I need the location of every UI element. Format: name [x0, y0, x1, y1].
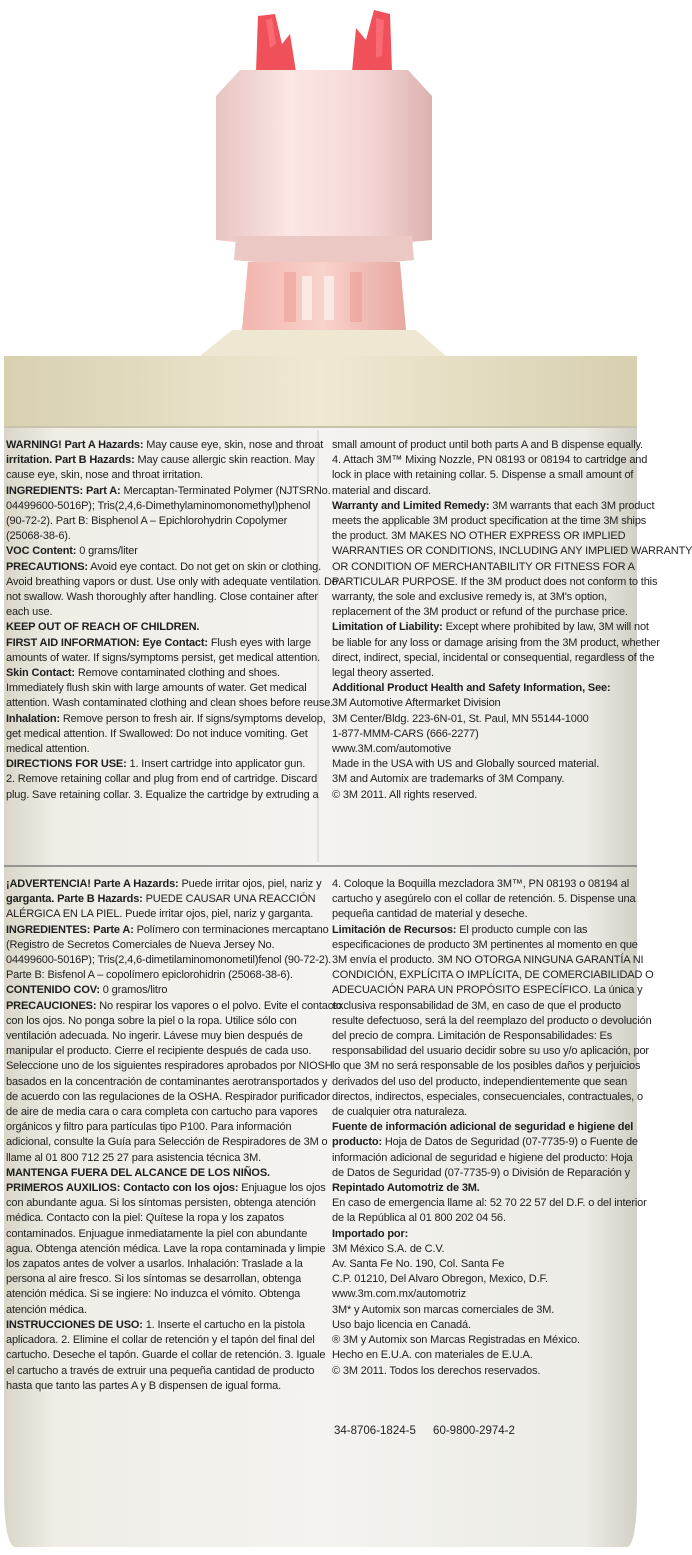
- label-line-text: 3M México S.A. de C.V.: [332, 1242, 445, 1255]
- label-line: [332, 499, 655, 514]
- label-line: [332, 1272, 640, 1287]
- label-line-text: de la República al 01 800 202 04 56.: [332, 1212, 506, 1225]
- label-line-text: 3M Center/Bldg. 223-6N-01, St. Paul, MN 55144-1000: [332, 712, 589, 725]
- label-line-heading: PRECAUCIONES:: [6, 999, 97, 1012]
- label-line-text: El producto cumple con las: [456, 923, 588, 936]
- label-line-heading: PRIMEROS AUXILIOS: Contacto con los ojos:: [6, 1182, 239, 1195]
- label-line-text: resulte defectuoso, será la del reemplazo del producto o devolución: [332, 1014, 652, 1027]
- label-line-text: contaminados. Enjuague inmediatamente la piel con abundante: [6, 1227, 308, 1240]
- label-line-heading: Additional Product Health and Safety Information, See:: [332, 682, 611, 695]
- label-line: [332, 923, 640, 938]
- label-line: [6, 560, 322, 575]
- label-line: [6, 514, 306, 529]
- label-line: [6, 1014, 306, 1029]
- label-line-text: 2. Remove retaining collar and plug from end of cartridge. Discard: [6, 773, 318, 786]
- label-line: [6, 727, 306, 742]
- label-line: [332, 1135, 640, 1150]
- cartridge-cap: [216, 70, 432, 246]
- label-line: [6, 999, 342, 1014]
- label-line: [332, 999, 640, 1014]
- label-line: [332, 1151, 640, 1166]
- label-line-text: directos, indirectos, especiales, consecuenciales, contractuales, o: [332, 1090, 643, 1103]
- label-line-text: información adicional de seguridad e higiene del producto: Hoja: [332, 1151, 633, 1164]
- label-line-heading: INGREDIENTS: Part A:: [6, 484, 121, 497]
- label-line-text: Puede irritar ojos, piel, nariz y: [178, 878, 322, 890]
- part-numbers: [334, 1425, 515, 1437]
- label-line-text: Enjuague los ojos: [238, 1182, 326, 1195]
- label-line-text: responsabilidad del usuario decidir sobre su uso y/o aplicación, por: [332, 1045, 649, 1058]
- label-line: [6, 1090, 330, 1105]
- label-line: [6, 968, 306, 983]
- label-line-text: Uso bajo licencia en Canadá.: [332, 1318, 471, 1331]
- label-line-heading: Limitation of Liability:: [332, 621, 443, 634]
- label-line: [6, 1151, 306, 1166]
- label-line: [6, 1196, 316, 1211]
- label-line-text: adicional, consulte la Guía para Selección de Respiradores de 3M o: [6, 1136, 328, 1149]
- label-line-text: con los ojos. No ponga sobre la piel o la ropa. Utilice sólo con: [6, 1014, 297, 1027]
- label-line-text: Avoid breathing vapors or dust. Use only with adequate ventilation. Do: [6, 575, 338, 588]
- label-line-text: Except where prohibited by law, 3M will not: [442, 621, 649, 634]
- label-line: [6, 712, 326, 727]
- label-line-text: 4. Coloque la Boquilla mezcladora 3M™, PN 08193 o 08194 al: [332, 878, 630, 890]
- label-line-text: Mercaptan-Terminated Polymer (NJTSRNo.: [120, 484, 331, 497]
- label-line: [332, 438, 643, 453]
- label-line: [6, 788, 319, 803]
- label-line-text: Immediately flush skin with large amounts of water. Get medical: [6, 682, 307, 695]
- label-line-text: (25068-38-6).: [6, 530, 71, 543]
- label-line-heading: Repintado Automotriz de 3M.: [332, 1182, 480, 1195]
- label-line-text: Remove person to fresh air. If signs/symptoms develop,: [59, 712, 326, 725]
- label-line: [6, 1333, 315, 1348]
- label-line-text: ® 3M y Automix son Marcas Registradas en México.: [332, 1334, 580, 1347]
- label-line: [6, 1135, 328, 1150]
- label-line: [6, 1120, 306, 1135]
- label-line-text: Made in the USA with US and Globally sourced material.: [332, 758, 600, 771]
- label-line-text: www.3m.com.mx/automotriz: [332, 1288, 466, 1301]
- label-line-text: 0 gramos/litro: [99, 984, 168, 997]
- label-line-heading: INSTRUCCIONES DE USO:: [6, 1318, 143, 1331]
- english-left-column: [6, 438, 338, 803]
- label-line: [332, 1348, 640, 1363]
- label-line: [332, 544, 692, 559]
- label-line-text: amounts of water. If signs/symptoms persist, get medical attention.: [6, 651, 320, 664]
- label-line-heading: producto:: [332, 1136, 382, 1149]
- label-line: [6, 1242, 326, 1257]
- label-line: [332, 1029, 640, 1044]
- label-line-text: llame al 01 800 712 25 27 para asistencia técnica 3M.: [6, 1151, 261, 1164]
- label-line: [332, 1196, 647, 1211]
- label-line: [332, 983, 643, 998]
- label-line: [6, 1181, 326, 1196]
- label-line-text: pequeña cantidad de material y deseche.: [332, 908, 528, 921]
- label-line: [6, 484, 331, 499]
- label-line: [332, 484, 640, 499]
- label-line-text: WARRANTIES OR CONDITIONS, INCLUDING ANY IMPLIED WARRANTY: [332, 545, 692, 558]
- label-line-heading: MANTENGA FUERA DEL ALCANCE DE LOS NIÑOS.: [6, 1166, 270, 1179]
- label-line: [6, 1272, 306, 1287]
- label-line-text: Hoja de Datos de Seguridad (07-7735-9) o Fuente de: [381, 1136, 638, 1149]
- label-line-heading: ¡ADVERTENCIA! Parte A Hazards:: [6, 878, 179, 890]
- label-line: [6, 590, 318, 605]
- label-line: [332, 712, 640, 727]
- label-line-text: cartucho y asegúrelo con el collar de retención. 5. Dispense una: [332, 893, 636, 906]
- label-line-heading: WARNING! Part A Hazards:: [6, 439, 144, 451]
- label-line-text: meets the applicable 3M product specification at the time 3M ships: [332, 515, 647, 528]
- label-line-text: not swallow. Wash thoroughly after handling. Close container after: [6, 591, 318, 604]
- label-line-text: © 3M 2011. All rights reserved.: [332, 788, 478, 801]
- label-line-text: (Registro de Secretos Comerciales de Nueva Jersey No.: [6, 938, 275, 951]
- label-line-text: Avoid eye contact. Do not get on skin or clothing.: [87, 560, 322, 573]
- label-line: [6, 636, 312, 651]
- label-line-text: cause eye, skin, nose and throat irritation.: [6, 469, 204, 482]
- label-line: [6, 983, 306, 998]
- label-line: [6, 575, 338, 590]
- label-line-heading: Warranty and Limited Remedy:: [332, 499, 490, 512]
- part-number-b: 60-9800-2974-2: [433, 1425, 515, 1437]
- label-line-text: Hecho en E.U.A. con materiales de E.U.A.: [332, 1349, 533, 1362]
- label-line-heading: Fuente de información adicional de seguridad e higiene del: [332, 1121, 634, 1134]
- label-line-heading: irritation. Part B Hazards:: [6, 454, 135, 467]
- label-line-heading: FIRST AID INFORMATION: Eye Contact:: [6, 636, 208, 649]
- label-line-text: manipular el producto. Cierre el recipiente después de cada uso.: [6, 1045, 312, 1058]
- label-line-text: 4. Attach 3M™ Mixing Nozzle, PN 08193 or 08194 to cartridge and: [332, 454, 648, 467]
- label-line: [332, 757, 640, 772]
- label-line: [332, 727, 640, 742]
- label-line: [332, 696, 640, 711]
- label-line-text: de cualquier otra naturaleza.: [332, 1106, 468, 1119]
- label-line: [6, 1166, 306, 1181]
- label-line-text: Parte B: Bisfenol A – copolímero epiclorohidrin (25068-38-6).: [6, 969, 293, 982]
- label-line-text: www.3M.com/automotive: [332, 743, 452, 756]
- label-line: [6, 877, 322, 892]
- label-line-heading: Skin Contact:: [6, 667, 75, 680]
- label-line-text: each use.: [6, 606, 53, 619]
- label-line-heading: CONTENIDO COV:: [6, 984, 100, 997]
- label-line: [6, 605, 306, 620]
- label-line: [6, 1044, 312, 1059]
- label-line-heading: Limitación de Recursos:: [332, 923, 457, 936]
- label-line-heading: VOC Content:: [6, 545, 77, 558]
- english-right-column: [332, 438, 692, 803]
- label-line-text: con abundante agua. Si los síntomas persisten, obtenga atención: [6, 1197, 316, 1210]
- label-line: [6, 938, 306, 953]
- label-line: [332, 742, 640, 757]
- label-line: [332, 1211, 640, 1226]
- label-line: [332, 1105, 640, 1120]
- label-line: [332, 575, 658, 590]
- label-line: [6, 953, 332, 968]
- label-line: [332, 1181, 640, 1196]
- label-line-text: Remove contaminated clothing and shoes.: [74, 667, 280, 680]
- label-line: [332, 1075, 640, 1090]
- label-line: [6, 651, 320, 666]
- label-line-text: 04499600-5016P); Tris(2,4,6-dimetilaminomonometil)fenol (90-72-2).: [6, 954, 332, 967]
- label-line-text: 0 grams/liter: [76, 545, 138, 558]
- label-line-text: be liable for any loss or damage arising from the 3M product, whether: [332, 636, 660, 649]
- label-line: [6, 742, 306, 757]
- label-line: [332, 590, 640, 605]
- label-line: [332, 1333, 640, 1348]
- label-line-text: lock in place with retaining collar. 5. Dispense a small amount of: [332, 469, 634, 482]
- label-line-text: attention. Wash contaminated clothing and clean shoes before reuse.: [6, 697, 334, 710]
- label-line-text: 04499600-5016P); Tris(2,4,6-Dimethylaminomonomethyl)phenol: [6, 499, 311, 512]
- label-line: [6, 1059, 333, 1074]
- spanish-right-column: [332, 877, 654, 1379]
- label-line: [332, 968, 654, 983]
- label-line: [332, 1090, 643, 1105]
- label-line-text: Av. Santa Fe No. 190, Col. Santa Fe: [332, 1258, 505, 1271]
- label-line: [332, 1044, 649, 1059]
- label-line: [6, 1105, 318, 1120]
- label-line-heading: garganta. Parte B Hazards:: [6, 893, 143, 906]
- label-line-text: OR CONDITION OF MERCHANTABILITY OR FITNESS FOR A: [332, 560, 635, 573]
- label-line-text: 1. Insert cartridge into applicator gun.: [126, 758, 306, 771]
- label-line-text: warranty, the sole and exclusive remedy is, at 3M's option,: [332, 591, 607, 604]
- label-line-text: del precio de compra. Limitación de Responsabilidades: Es: [332, 1030, 613, 1043]
- label-line-text: medical attention.: [6, 743, 90, 756]
- label-line-text: © 3M 2011. Todos los derechos reservados.: [332, 1364, 541, 1377]
- label-line-text: En caso de emergencia llame al: 52 70 22 57 del D.F. o del interior: [332, 1197, 647, 1210]
- label-line: [6, 681, 306, 696]
- label-line-text: CONDICIÓN, EXPLÍCITA O IMPLÍCITA, DE COMERCIABILIDAD O: [332, 969, 654, 982]
- label-line-text: legal theory asserted.: [332, 667, 434, 680]
- label-line-text: small amount of product until both parts A and B dispense equally.: [332, 439, 643, 451]
- label-line-text: C.P. 01210, Del Alvaro Obregon, Mexico, D.F.: [332, 1273, 548, 1286]
- label-line-text: de aire de media cara o cara completa con cartucho para vapores: [6, 1106, 318, 1119]
- label-line-text: 3M warrants that each 3M product: [489, 499, 655, 512]
- label-line: [6, 529, 306, 544]
- label-line-text: direct, indirect, special, incidental or consequential, regardless of the: [332, 651, 655, 664]
- label-line-heading: Importado por:: [332, 1227, 409, 1240]
- label-line-text: orgánicos y filtro para partículas tipo P100. Para información: [6, 1121, 292, 1134]
- label-line-text: get medical attention. If Swallowed: Do not induce vomiting. Get: [6, 727, 308, 740]
- label-line-text: atención médica.: [6, 1303, 87, 1316]
- label-line: [6, 1364, 315, 1379]
- label-line-text: exclusiva responsabilidad de 3M, en caso de que el producto: [332, 999, 621, 1012]
- label-line-text: ADECUACIÓN PARA UN PROPÓSITO ESPECÍFICO. La única y: [332, 984, 643, 997]
- label-line: [6, 544, 306, 559]
- label-line: [6, 666, 306, 681]
- label-line: [6, 499, 311, 514]
- label-line-heading: DIRECTIONS FOR USE:: [6, 758, 127, 771]
- label-line: [332, 1059, 640, 1074]
- label-line: [6, 468, 306, 483]
- label-line-text: replacement of the 3M product or refund of the purchase price.: [332, 606, 628, 619]
- label-line: [332, 1227, 640, 1242]
- cartridge-shoulder: [200, 330, 446, 356]
- nozzle-tip-right: [352, 10, 392, 72]
- label-line-text: plug. Save retaining collar. 3. Equalize the cartridge by extruding a: [6, 788, 319, 801]
- label-line: [6, 923, 329, 938]
- label-line: [332, 636, 660, 651]
- label-line-text: PUEDE CAUSAR UNA REACCIÓN: [142, 893, 316, 906]
- label-line-text: basados en la concentración de contaminantes aerotransportados y: [6, 1075, 328, 1088]
- label-line-text: Seleccione uno de los siguientes respiradores aprobados por NIOSH: [6, 1060, 333, 1073]
- label-line: [6, 1348, 326, 1363]
- label-line: [332, 651, 655, 666]
- label-line: [332, 1242, 640, 1257]
- label-line: [6, 1318, 306, 1333]
- label-line: [6, 1211, 306, 1226]
- label-line: [332, 1120, 640, 1135]
- label-line-text: los zapatos antes de volver a usarlos. Inhalación: Traslade a la: [6, 1258, 303, 1271]
- label-line: [6, 1379, 306, 1394]
- label-line-text: May cause eye, skin, nose and throat: [143, 439, 324, 451]
- label-line-text: ALÉRGICA EN LA PIEL. Puede irritar ojos, piel, nariz y garganta.: [6, 908, 314, 921]
- label-line: [332, 453, 648, 468]
- label-line: [6, 757, 306, 772]
- label-line: [332, 772, 640, 787]
- part-number-a: 34-8706-1824-5: [334, 1425, 416, 1437]
- label-line: [6, 620, 306, 635]
- label-line: [6, 1029, 306, 1044]
- label-line: [332, 892, 640, 907]
- label-line: [6, 453, 315, 468]
- label-line-text: May cause allergic skin reaction. May: [134, 454, 315, 467]
- label-line-text: especificaciones de producto 3M pertinentes al momento en que: [332, 938, 638, 951]
- label-line: [332, 1166, 640, 1181]
- label-line-text: 3M* y Automix son marcas comerciales de 3M.: [332, 1303, 555, 1316]
- label-line: [6, 907, 314, 922]
- label-line: [332, 953, 644, 968]
- label-line: [332, 907, 640, 922]
- label-line-text: Flush eyes with large: [207, 636, 312, 649]
- label-line: [332, 788, 640, 803]
- label-line-text: de Datos de Seguridad (07-7735-9) o División de Reparación y: [332, 1166, 630, 1179]
- label-line: [6, 1287, 306, 1302]
- label-line-heading: PRECAUTIONS:: [6, 560, 88, 573]
- label-line: [6, 892, 316, 907]
- label-line: [332, 514, 647, 529]
- label-line-text: el cartucho a través de extruir una pequeña cantidad de producto: [6, 1364, 315, 1377]
- label-line: [332, 605, 640, 620]
- label-line-heading: Inhalation:: [6, 712, 60, 725]
- label-line-text: 3M envía el producto. 3M NO OTORGA NINGUNA GARANTÍA NI: [332, 954, 644, 967]
- label-line-text: médica. Contacto con la piel: Quítese la ropa y los zapatos: [6, 1212, 284, 1225]
- label-line-text: lo que 3M no será responsable de los posibles daños y perjuicios: [332, 1060, 641, 1073]
- label-line: [332, 560, 640, 575]
- nozzle-tip-left: [256, 14, 296, 72]
- label-line: [6, 696, 334, 711]
- label-line: [332, 1287, 640, 1302]
- label-line-text: 1-877-MMM-CARS (666-2277): [332, 727, 479, 740]
- label-line: [6, 438, 324, 453]
- label-line: [332, 681, 640, 696]
- label-line-text: (90-72-2). Part B: Bisphenol A – Epichlorohydrin Copolymer: [6, 515, 288, 528]
- label-line: [332, 1014, 652, 1029]
- label-line: [6, 1075, 328, 1090]
- label-line: [332, 666, 640, 681]
- label-line-text: the product. 3M MAKES NO OTHER EXPRESS OR IMPLIED: [332, 530, 626, 543]
- label-line-text: agua. Obtenga atención médica. Lave la ropa contaminada y limpie: [6, 1242, 326, 1255]
- label-line-text: hasta que tanto las partes A y B dispensen de igual forma.: [6, 1379, 282, 1392]
- label-line: [332, 529, 640, 544]
- label-line-text: material and discard.: [332, 484, 431, 497]
- label-line: [332, 1318, 640, 1333]
- label-line: [6, 1257, 306, 1272]
- label-line-heading: INGREDIENTES: Parte A:: [6, 923, 134, 936]
- spanish-left-column: [6, 877, 342, 1394]
- label-line: [332, 1303, 640, 1318]
- label-line-text: No respirar los vapores o el polvo. Evite el contacto: [96, 999, 342, 1012]
- label-line-text: persona al aire fresco. Si los síntomas se desarrollan, obtenga: [6, 1273, 302, 1286]
- label-line: [332, 468, 640, 483]
- label-line: [332, 620, 649, 635]
- label-line: [6, 1227, 306, 1242]
- label-line: [332, 938, 640, 953]
- label-line-text: derivados del uso del producto, independientemente que sean: [332, 1075, 628, 1088]
- label-line-text: 1. Inserte el cartucho en la pistola: [142, 1318, 305, 1331]
- label-line: [332, 1364, 640, 1379]
- label-line-text: cartucho. Deseche el tapón. Guarde el collar de retención. 3. Iguale: [6, 1349, 326, 1362]
- label-line-text: 3M and Automix are trademarks of 3M Company.: [332, 773, 565, 786]
- label-line-text: aplicadora. 2. Elimine el collar de retención y el tapón del final del: [6, 1334, 315, 1347]
- label-line-text: de acuerdo con las regulaciones de la OSHA. Respirador purificador: [6, 1090, 330, 1103]
- label-line-text: PARTICULAR PURPOSE. If the 3M product does not conform to this: [332, 575, 658, 588]
- label-line-text: 3M Automotive Aftermarket Division: [332, 697, 501, 710]
- label-line-text: ventilación adecuada. No ingerir. Lávese muy bien después de: [6, 1030, 303, 1043]
- label-line-heading: KEEP OUT OF REACH OF CHILDREN.: [6, 621, 200, 634]
- label-line: [332, 1257, 640, 1272]
- label-line-text: Polímero con terminaciones mercaptano: [133, 923, 329, 936]
- label-line: [332, 877, 640, 892]
- label-line-text: atención médica. Si se ingiere: No induzca el vómito. Obtenga: [6, 1288, 301, 1301]
- label-line: [6, 772, 318, 787]
- label-line: [6, 1303, 306, 1318]
